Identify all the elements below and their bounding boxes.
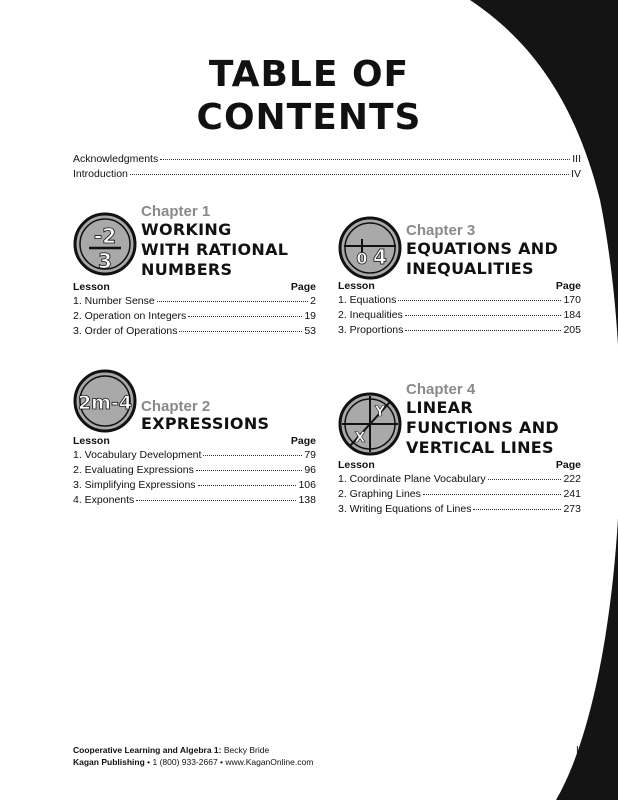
number-line-four: 4 <box>373 245 387 269</box>
lesson-column-header: Lesson <box>338 280 375 292</box>
lesson-row[interactable] <box>73 449 316 463</box>
lesson-page: 96 <box>304 464 316 476</box>
lesson-page: 106 <box>298 479 316 491</box>
chapter-4-lesson-header <box>338 459 581 473</box>
front-matter-label: Introduction <box>73 168 128 180</box>
lesson-label: 3. Order of Operations <box>73 325 178 337</box>
lesson-page: 170 <box>563 294 581 306</box>
lesson-page: 138 <box>298 494 316 506</box>
lesson-label: 2. Evaluating Expressions <box>73 464 194 476</box>
page-column-header: Page <box>290 281 316 293</box>
dot-leader <box>179 331 302 332</box>
dot-leader <box>405 315 562 316</box>
chapter-4-title-line-1: LINEAR <box>406 398 473 417</box>
lesson-page: 79 <box>304 449 316 461</box>
chapter-3-lesson-header <box>338 280 581 294</box>
page-column-header: Page <box>290 435 316 447</box>
lesson-label: 2. Inequalities <box>338 309 403 321</box>
lesson-row[interactable] <box>338 309 581 323</box>
footer-book-line <box>73 744 269 756</box>
page-title-line-2: CONTENTS <box>196 97 422 138</box>
number-line-zero: 0 <box>356 249 368 268</box>
footer-author: Becky Bride <box>221 745 270 755</box>
dot-leader <box>198 485 297 486</box>
page-title-line-1: TABLE OF <box>208 54 410 95</box>
lesson-row[interactable] <box>73 464 316 478</box>
front-matter-row-introduction[interactable] <box>73 168 581 182</box>
lesson-row[interactable] <box>73 295 316 309</box>
x-axis-letter: X <box>354 430 366 446</box>
lesson-column-header: Lesson <box>338 459 375 471</box>
page-column-header: Page <box>555 280 581 292</box>
coordinate-plane-icon <box>338 392 402 456</box>
lesson-page: 205 <box>563 324 581 336</box>
lesson-page: 19 <box>304 310 316 322</box>
dot-leader <box>136 500 296 501</box>
fraction-numerator: -2 <box>93 224 117 248</box>
chapter-3-title-line-2: INEQUALITIES <box>406 259 534 278</box>
dot-leader <box>188 316 302 317</box>
page-column-header: Page <box>555 459 581 471</box>
lesson-row[interactable] <box>338 324 581 338</box>
lesson-label: 2. Graphing Lines <box>338 488 421 500</box>
number-line-icon <box>338 216 402 280</box>
lesson-page: 184 <box>563 309 581 321</box>
dot-leader <box>130 174 569 175</box>
front-matter-page: IV <box>571 168 581 180</box>
chapter-3-title-line-1: EQUATIONS AND <box>406 239 559 258</box>
front-matter-page: III <box>572 153 581 165</box>
lesson-label: 4. Exponents <box>73 494 135 506</box>
lesson-page: 273 <box>563 503 581 515</box>
lesson-row[interactable] <box>338 473 581 487</box>
lesson-row[interactable] <box>73 310 316 324</box>
lesson-page: 53 <box>304 325 316 337</box>
chapter-3-label: Chapter 3 <box>406 222 476 239</box>
chapter-4-title-line-3: VERTICAL LINES <box>406 438 554 457</box>
expression-text: 2m-4 <box>77 392 133 414</box>
footer-book-title: Cooperative Learning and Algebra 1: <box>73 745 222 755</box>
page-number: I <box>576 745 579 756</box>
chapter-1-title-line-2: WITH RATIONAL <box>141 240 289 259</box>
lesson-row[interactable] <box>73 325 316 339</box>
lesson-label: 3. Proportions <box>338 324 404 336</box>
chapter-2-label: Chapter 2 <box>141 398 211 415</box>
footer-publisher-line <box>73 756 313 768</box>
lesson-row[interactable] <box>338 503 581 517</box>
lesson-page: 2 <box>310 295 316 307</box>
chapter-2-lesson-header <box>73 435 316 449</box>
lesson-row[interactable] <box>338 488 581 502</box>
chapter-1-lesson-header <box>73 281 316 295</box>
lesson-row[interactable] <box>338 294 581 308</box>
dot-leader <box>423 494 562 495</box>
dot-leader <box>157 301 308 302</box>
lesson-label: 3. Writing Equations of Lines <box>338 503 472 515</box>
y-axis-letter: Y <box>374 404 386 420</box>
dot-leader <box>196 470 302 471</box>
fraction-icon <box>73 212 137 276</box>
chapter-1-title-line-3: NUMBERS <box>141 260 233 279</box>
lesson-column-header: Lesson <box>73 281 110 293</box>
chapter-1-label: Chapter 1 <box>141 203 211 220</box>
lesson-label: 3. Simplifying Expressions <box>73 479 196 491</box>
fraction-denominator: 3 <box>98 249 112 273</box>
dot-leader <box>160 159 570 160</box>
footer-contact: • 1 (800) 933-2667 • www.KaganOnline.com <box>144 757 314 767</box>
front-matter-label: Acknowledgments <box>73 153 159 165</box>
dot-leader <box>488 479 562 480</box>
dot-leader <box>473 509 561 510</box>
lesson-label: 1. Coordinate Plane Vocabulary <box>338 473 486 485</box>
front-matter-row-acknowledgments[interactable] <box>73 153 581 167</box>
lesson-page: 241 <box>563 488 581 500</box>
lesson-label: 2. Operation on Integers <box>73 310 187 322</box>
lesson-row[interactable] <box>73 479 316 493</box>
lesson-page: 222 <box>563 473 581 485</box>
lesson-label: 1. Number Sense <box>73 295 155 307</box>
chapter-4-title-line-2: FUNCTIONS AND <box>406 418 559 437</box>
lesson-column-header: Lesson <box>73 435 110 447</box>
lesson-label: 1. Vocabulary Development <box>73 449 202 461</box>
dot-leader <box>203 455 302 456</box>
lesson-label: 1. Equations <box>338 294 397 306</box>
dot-leader <box>405 330 561 331</box>
dot-leader <box>398 300 561 301</box>
footer-publisher: Kagan Publishing <box>73 757 145 767</box>
chapter-2-title-line-1: EXPRESSIONS <box>141 414 270 433</box>
chapter-1-title-line-1: WORKING <box>141 220 232 239</box>
chapter-4-label: Chapter 4 <box>406 381 476 398</box>
lesson-row[interactable] <box>73 494 316 508</box>
expression-icon <box>73 369 137 433</box>
